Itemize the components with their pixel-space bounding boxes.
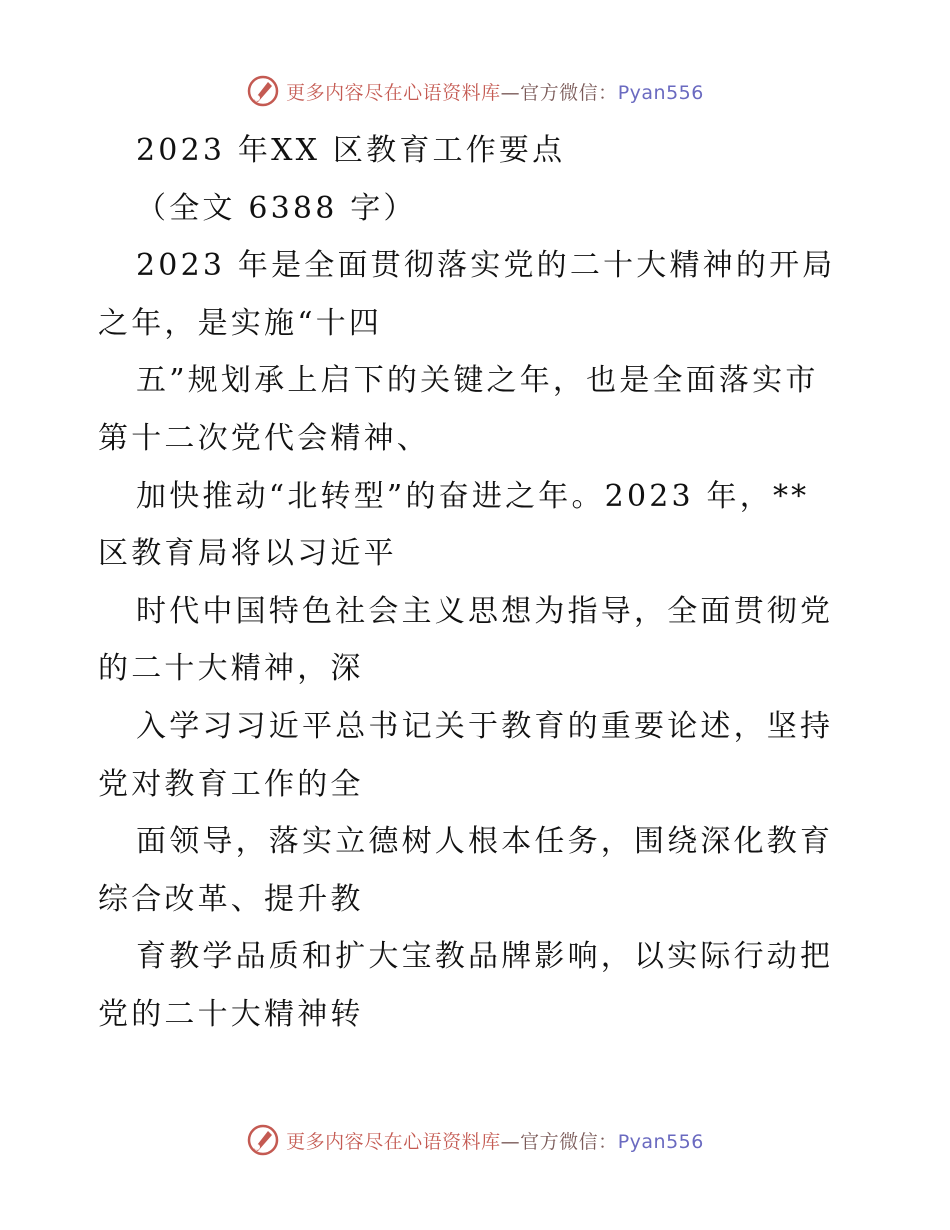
watermark-text: [286, 1127, 704, 1154]
watermark-official: 官方微信：: [520, 1130, 618, 1153]
paragraph-line: 加快推动“北转型”的奋进之年。2023 年，**: [136, 478, 810, 514]
paragraph-line: 时代中国特色社会主义思想为指导，全面贯彻党: [136, 593, 834, 629]
paragraph-line: 之年，是实施“十四: [98, 305, 383, 341]
paragraph-line: 的二十大精神，深: [98, 651, 364, 687]
paragraph-line: 育教学品质和扩大宝教品牌影响，以实际行动把: [136, 939, 834, 975]
header-watermark: [0, 71, 950, 111]
paragraph-line: 区教育局将以习近平: [98, 536, 397, 572]
paragraph-line: 入学习习近平总书记关于教育的重要论述，坚持: [136, 708, 834, 744]
paragraph-line: 综合改革、提升教: [98, 881, 364, 917]
footer-watermark: [0, 1120, 950, 1160]
watermark-dash: —: [500, 1130, 521, 1153]
watermark-dash: —: [500, 81, 521, 104]
watermark-account: Pyan556: [617, 1130, 704, 1153]
paragraph-line: 五”规划承上启下的关键之年，也是全面落实市: [136, 363, 819, 399]
watermark-prefix: 更多内容尽在心语资料库: [286, 81, 501, 104]
paragraph-line: 面领导，落实立德树人根本任务，围绕深化教育: [136, 824, 834, 860]
document-body: [98, 122, 868, 1044]
word-count: （全文 6388 字）: [136, 190, 417, 226]
watermark-official: 官方微信：: [520, 81, 618, 104]
pen-nib-logo-icon: [246, 1123, 280, 1157]
pen-nib-logo-icon: [246, 74, 280, 108]
paragraph-line: 第十二次党代会精神、: [98, 420, 430, 456]
watermark-text: [286, 78, 704, 105]
paragraph-line: 2023 年是全面贯彻落实党的二十大精神的开局: [136, 248, 836, 284]
paragraph-line: 党对教育工作的全: [98, 766, 364, 802]
watermark-account: Pyan556: [617, 81, 704, 104]
watermark-prefix: 更多内容尽在心语资料库: [286, 1130, 501, 1153]
paragraph-line: 党的二十大精神转: [98, 996, 364, 1032]
document-title: 2023 年XX 区教育工作要点: [136, 133, 566, 168]
